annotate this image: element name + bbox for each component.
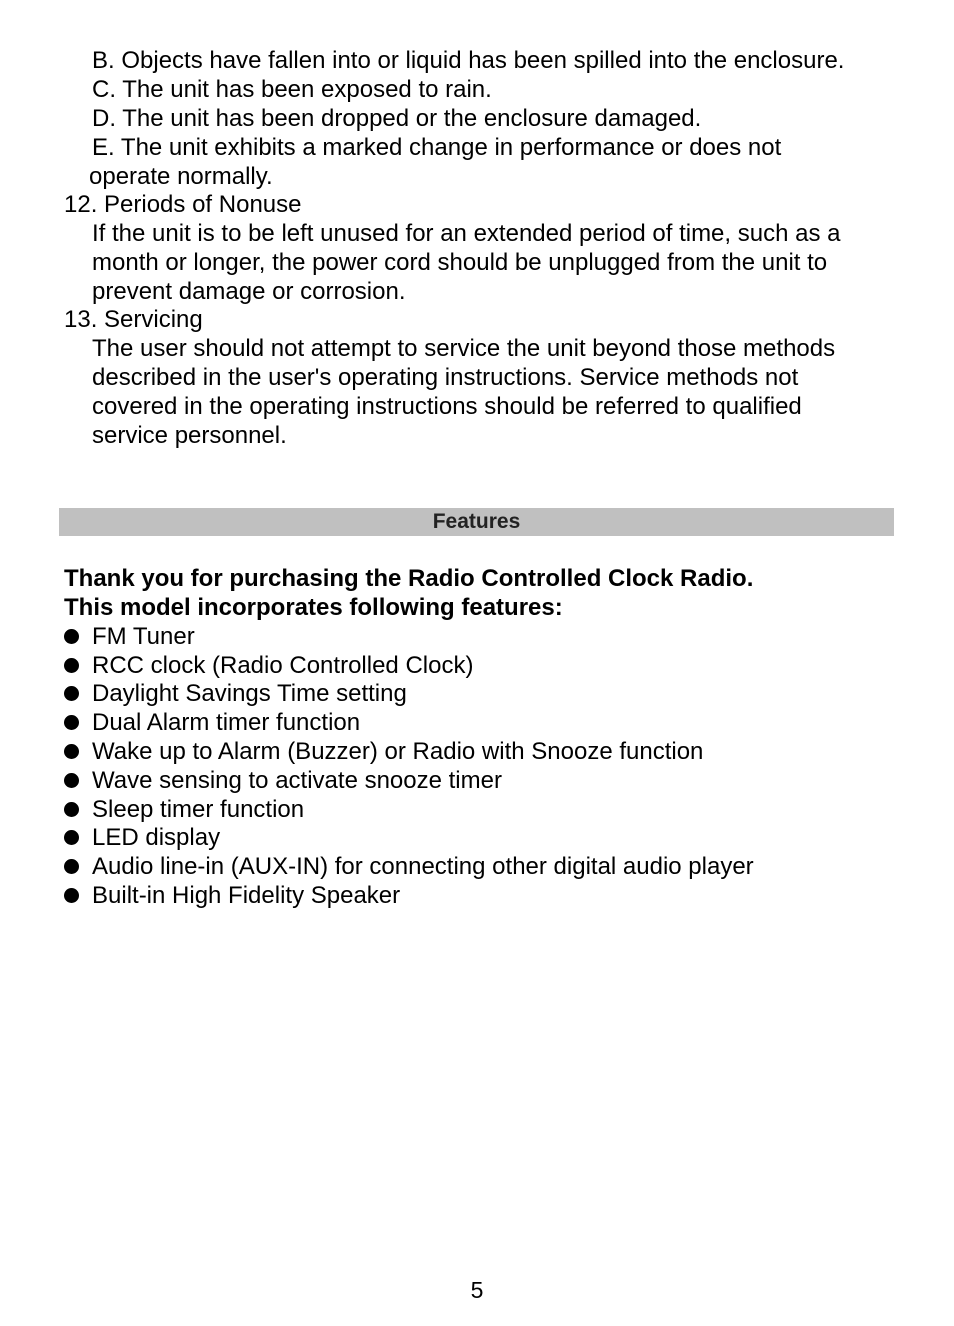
feature-item	[64, 708, 360, 737]
feature-item-label: LED display	[92, 824, 221, 851]
feature-item-label: Sleep timer function	[92, 796, 305, 823]
safety-item-c: C. The unit has been exposed to rain.	[92, 76, 492, 103]
section-13-text-line: described in the user's operating instructions. Service methods not	[92, 364, 799, 391]
feature-item	[64, 823, 220, 852]
bullet-icon	[64, 715, 79, 730]
feature-item-label: Wake up to Alarm (Buzzer) or Radio with Snooze function	[92, 738, 704, 765]
safety-item-b: B. Objects have fallen into or liquid has been spilled into the enclosure.	[92, 47, 845, 74]
feature-item	[64, 795, 304, 824]
bullet-icon	[64, 773, 79, 788]
bullet-icon	[64, 629, 79, 644]
bullet-icon	[64, 686, 79, 701]
feature-item	[64, 881, 400, 910]
bullet-icon	[64, 830, 79, 845]
section-12-heading: 12. Periods of Nonuse	[64, 191, 302, 218]
bullet-icon	[64, 888, 79, 903]
feature-item-label: Wave sensing to activate snooze timer	[92, 767, 502, 794]
safety-item-d: D. The unit has been dropped or the enclosure damaged.	[92, 105, 702, 132]
feature-item-label: RCC clock (Radio Controlled Clock)	[92, 652, 474, 679]
feature-item-label: Daylight Savings Time setting	[92, 680, 407, 707]
feature-item-label: FM Tuner	[92, 623, 195, 650]
page-number: 5	[470, 1277, 484, 1303]
section-12-text-line: month or longer, the power cord should be unplugged from the unit to	[92, 249, 828, 276]
features-header-bar	[59, 508, 894, 536]
safety-item-e: E. The unit exhibits a marked change in performance or does not	[92, 134, 782, 161]
section-12-text-line: If the unit is to be left unused for an extended period of time, such as a	[92, 220, 841, 247]
feature-item-label: Built-in High Fidelity Speaker	[92, 882, 401, 909]
bullet-icon	[64, 859, 79, 874]
features-intro-line: This model incorporates following features:	[64, 594, 563, 621]
feature-item	[64, 679, 407, 708]
bullet-icon	[64, 658, 79, 673]
section-13-heading: 13. Servicing	[64, 306, 203, 333]
feature-item	[64, 622, 195, 651]
section-13-text-line: service personnel.	[92, 422, 287, 449]
feature-item-label: Dual Alarm timer function	[92, 709, 361, 736]
safety-item-e-continued: operate normally.	[89, 163, 273, 190]
feature-item	[64, 737, 703, 766]
bullet-icon	[64, 802, 79, 817]
feature-item	[64, 852, 754, 881]
section-12-text-line: prevent damage or corrosion.	[92, 278, 406, 305]
section-13-text-line: The user should not attempt to service the unit beyond those methods	[92, 335, 836, 362]
feature-item-label: Audio line-in (AUX-IN) for connecting other digital audio player	[92, 853, 754, 880]
features-title: Features	[432, 510, 521, 533]
feature-item	[64, 766, 502, 795]
bullet-icon	[64, 744, 79, 759]
features-intro-line: Thank you for purchasing the Radio Controlled Clock Radio.	[64, 565, 754, 592]
section-13-text-line: covered in the operating instructions should be referred to qualified	[92, 393, 802, 420]
feature-item	[64, 651, 473, 680]
